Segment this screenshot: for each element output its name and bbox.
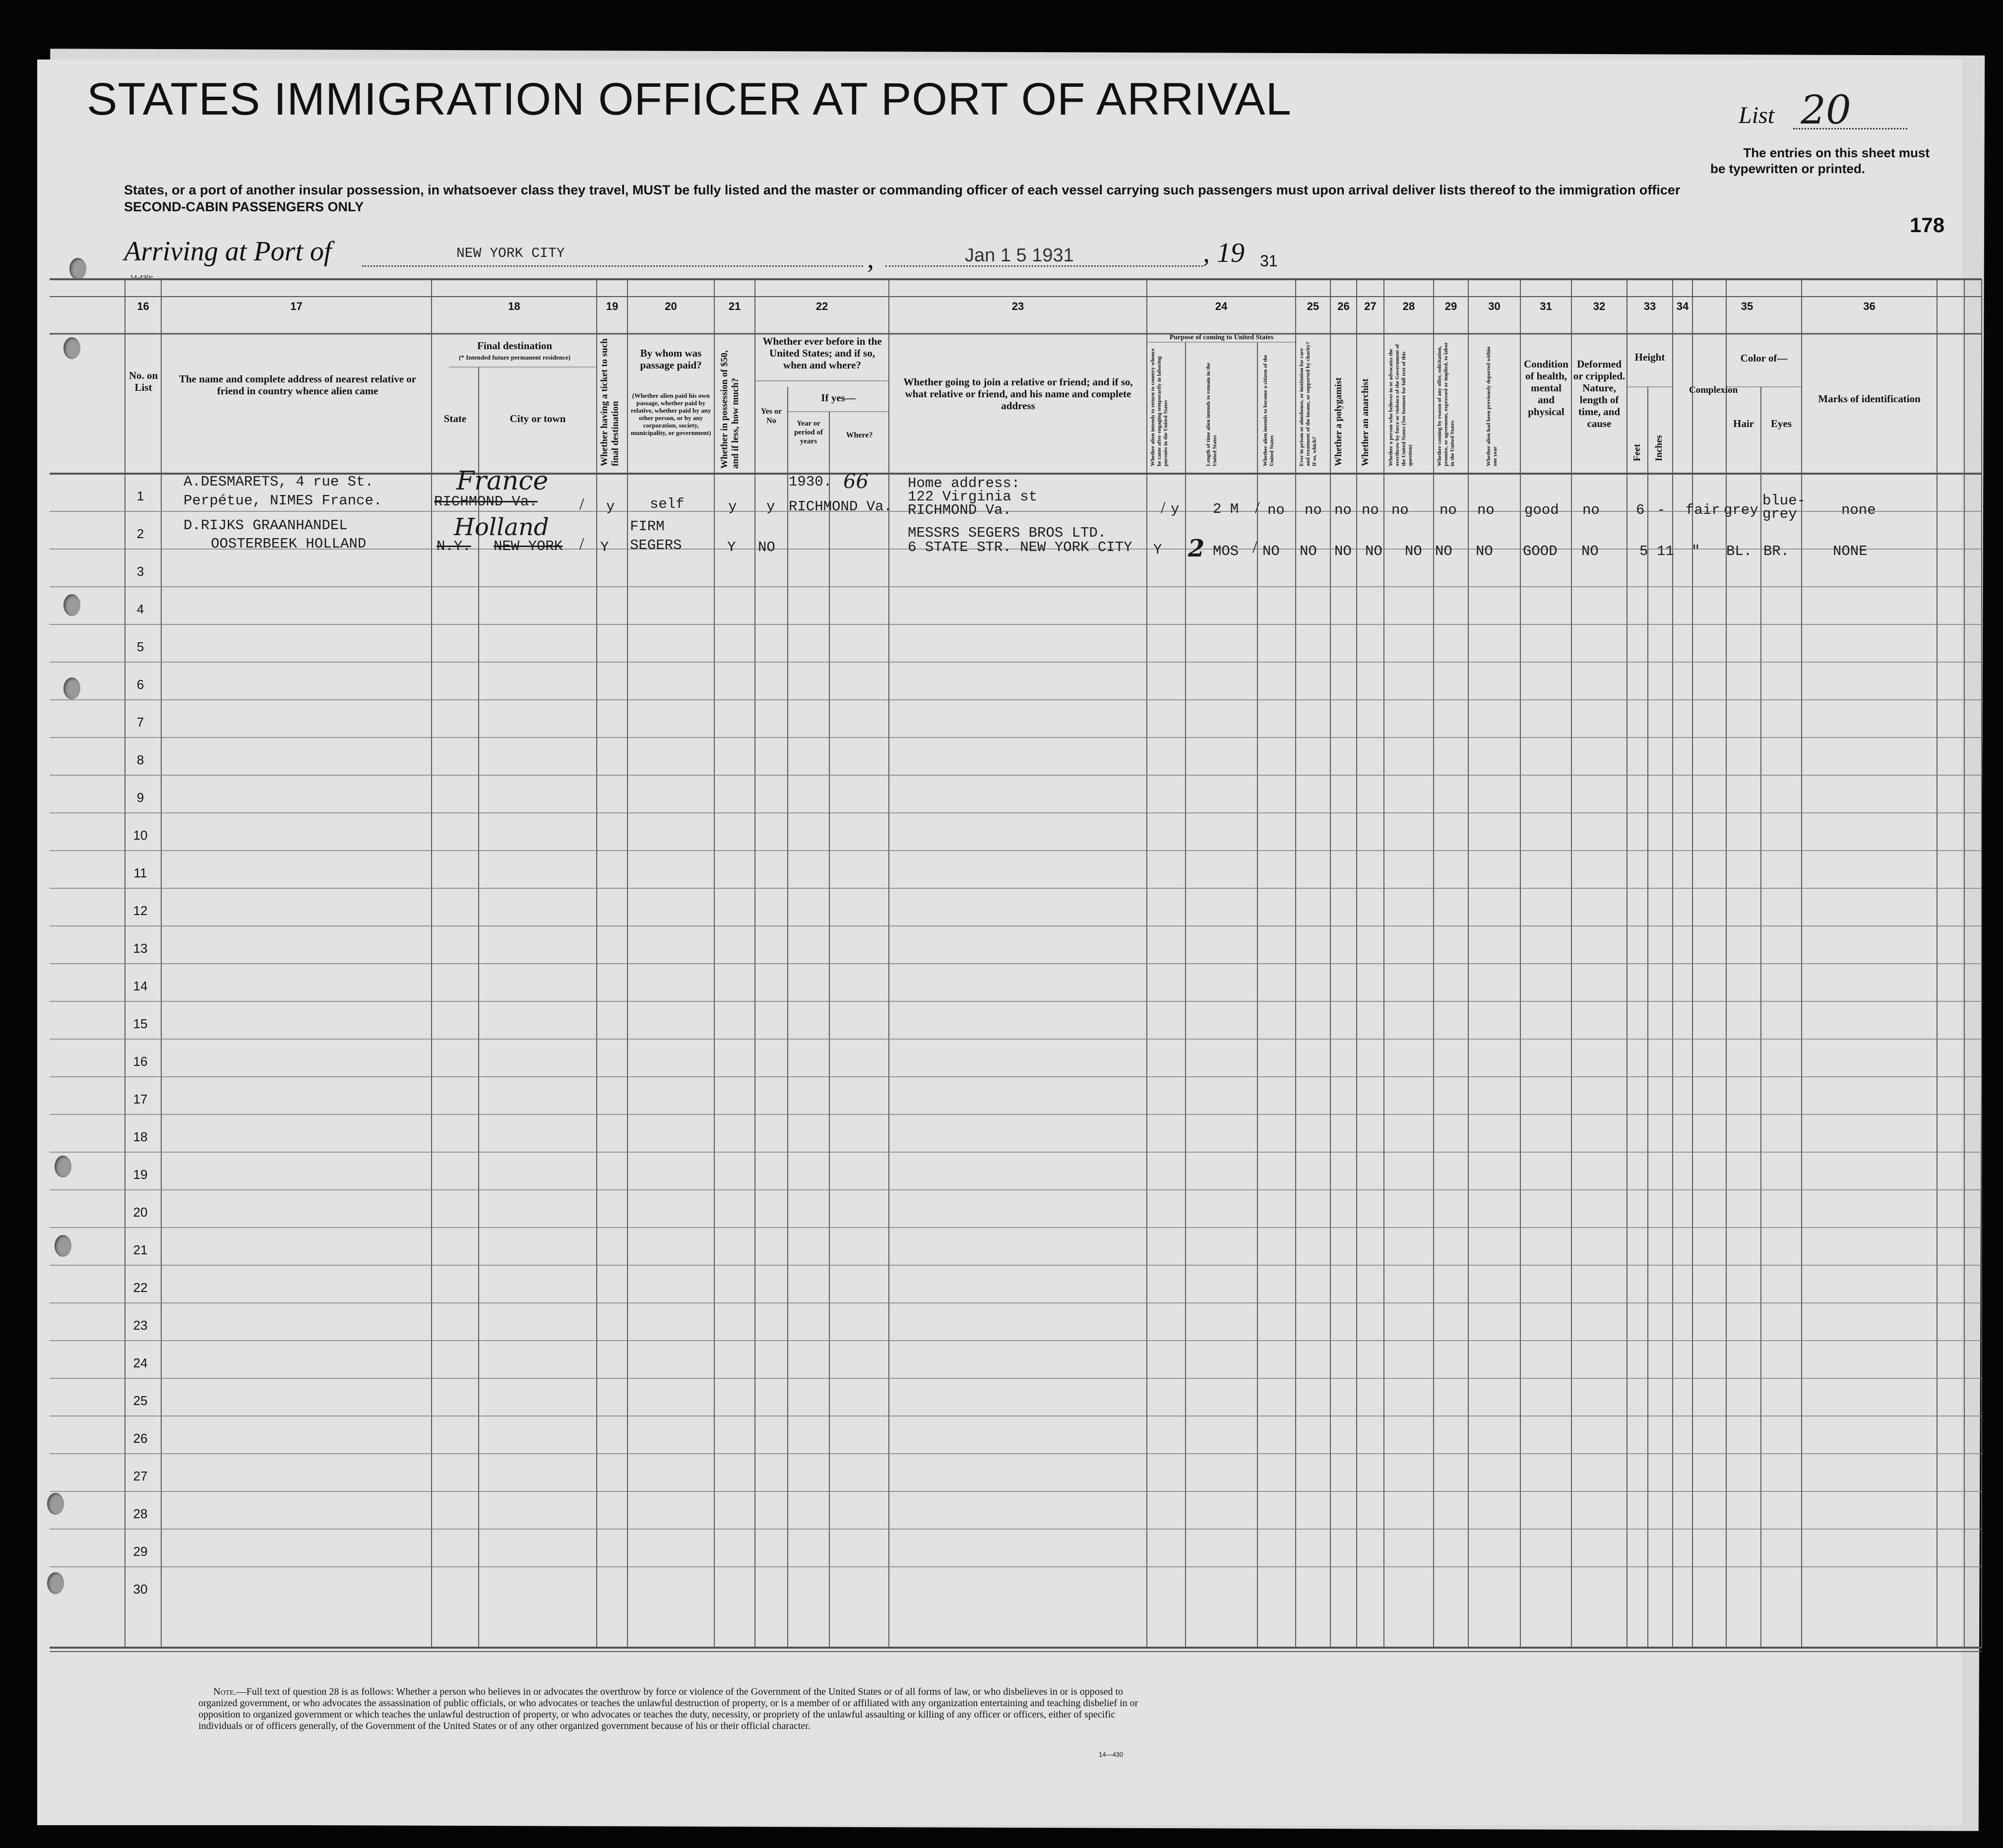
- instruction-text-2: be typewritten or printed.: [1710, 161, 1865, 176]
- r2-polygamist: NO: [1334, 543, 1352, 559]
- r1-anarchist: no: [1362, 502, 1379, 518]
- row-number: 17: [133, 1092, 148, 1107]
- header-join-relative: Whether going to join a relative or friend; and if so, what relative or friend, and his name and complete address: [903, 376, 1133, 412]
- col-number-26: 26: [1337, 300, 1350, 312]
- header-nearest-relative: The name and complete address of nearest relative or friend in country whence alien came: [179, 373, 417, 397]
- header-complexion: Complexion: [1689, 385, 1738, 395]
- header-length-stay: Length of time alien intends to remain in the United States: [1205, 363, 1218, 466]
- r2-length-handwritten: 2: [1188, 535, 1205, 562]
- r2-complexion: ": [1691, 543, 1700, 559]
- r1-destination-typed: RICHMOND Va.: [434, 493, 538, 510]
- header-final-destination: Final destination: [477, 340, 553, 352]
- r1-relative-line1: A.DESMARETS, 4 rue St.: [184, 474, 374, 490]
- r2-overthrow: NO: [1405, 543, 1422, 559]
- col-number-34: 34: [1676, 300, 1689, 312]
- header-prison: Ever in prison or almshouse, or institution for care and treatment of the insane, or supported by charity? If so, which?: [1299, 341, 1317, 466]
- col-number-18: 18: [508, 300, 520, 312]
- header-purpose: Purpose of coming to United States: [1169, 334, 1274, 341]
- r1-destination-handwritten: France: [456, 466, 549, 496]
- col-number-36: 36: [1863, 300, 1876, 312]
- header-final-destination-note: (* Intended future permanent residence): [459, 354, 570, 361]
- r1-deformed: no: [1582, 502, 1600, 518]
- row-number: 30: [133, 1582, 148, 1597]
- year-suffix: 31: [1260, 252, 1278, 270]
- row-number: 18: [133, 1129, 148, 1144]
- r1-hair: grey: [1724, 502, 1758, 518]
- second-cabin-label: SECOND-CABIN PASSENGERS ONLY: [124, 199, 364, 214]
- r1-ticket: y: [606, 498, 615, 515]
- row-number: 9: [136, 790, 144, 805]
- r1-polygamist: no: [1334, 502, 1352, 518]
- col-number-30: 30: [1488, 300, 1501, 312]
- col-number-33: 33: [1643, 300, 1656, 312]
- form-title: STATES IMMIGRATION OFFICER AT PORT OF ARRIVAL: [87, 74, 1292, 124]
- r1-citizen-mark: /: [1255, 498, 1260, 517]
- row-number: 23: [133, 1318, 148, 1333]
- r1-overthrow: no: [1391, 502, 1409, 518]
- row-number: 13: [133, 941, 148, 956]
- r2-destination-handwritten: Holland: [454, 513, 549, 541]
- row-number: 14: [133, 979, 148, 993]
- header-if-yes: If yes—: [821, 392, 856, 404]
- instruction-text-1: The entries on this sheet must: [1743, 145, 1930, 160]
- comma: ,: [867, 244, 874, 274]
- r1-return-mark: /: [1161, 498, 1166, 517]
- header-before-in-us: Whether ever before in the United States; and if so, when and where?: [762, 335, 882, 371]
- r1-before-where: RICHMOND Va.: [789, 498, 892, 515]
- header-become-citizen: Whether alien intends to become a citizen of the United States: [1262, 355, 1275, 466]
- header-money: Whether in possession of $50, and if less, how much?: [719, 350, 741, 469]
- row-number: 2: [136, 526, 144, 541]
- row-number: 10: [133, 828, 148, 843]
- r1-eyes-line1: blue-: [1762, 493, 1806, 509]
- form-code: 14-430c: [130, 274, 153, 281]
- r1-relative-line2: Perpétue, NIMES France.: [184, 493, 382, 509]
- row-number: 19: [133, 1167, 148, 1182]
- footnote-code: 14—430: [1099, 1751, 1124, 1758]
- r1-prison: no: [1305, 502, 1322, 518]
- r1-before: y: [766, 498, 775, 515]
- header-inches: Inches: [1654, 435, 1664, 461]
- footnote-label: Note.: [213, 1686, 237, 1697]
- r2-prison: NO: [1300, 543, 1317, 559]
- col-number-20: 20: [665, 300, 677, 312]
- r1-join-line3: RICHMOND Va.: [908, 502, 1011, 518]
- header-overthrow: Whether a person who believes in or advocates the overthrow by force or violence of the Government of the United States (See footnote for full text of this question): [1388, 344, 1413, 466]
- r2-deformed: NO: [1581, 543, 1599, 559]
- r2-ticket-mark: /: [579, 535, 584, 553]
- r1-complexion: fair: [1686, 502, 1720, 518]
- col-number-21: 21: [728, 300, 741, 312]
- r2-deported: NO: [1476, 543, 1493, 559]
- header-intends-return: Whether alien intends to return to country whence he came after engaging temporarily in laboring pursuits in the United States: [1150, 348, 1169, 466]
- r2-hair: BL.: [1726, 543, 1753, 559]
- arriving-label: Arriving at Port of: [124, 236, 332, 267]
- row-number: 11: [133, 865, 147, 880]
- r2-citizen-mark: /: [1252, 538, 1257, 556]
- date-stamp: Jan 1 5 1931: [965, 245, 1074, 266]
- header-city: City or town: [509, 413, 566, 425]
- col-number-27: 27: [1364, 300, 1377, 312]
- r1-length: 2 M: [1213, 501, 1239, 517]
- row-number: 16: [133, 1054, 148, 1069]
- r1-feet: 6: [1636, 502, 1645, 518]
- col-number-28: 28: [1402, 300, 1415, 312]
- r1-deported: no: [1477, 502, 1495, 518]
- header-yes-no: Yes or No: [760, 407, 782, 425]
- r2-citizen: NO: [1262, 543, 1280, 559]
- row-number: 6: [136, 677, 144, 692]
- form-subtitle: States, or a port of another insular possession, in whatsoever class they travel, MUST be fully listed and the master or commanding officer of each vessel carrying such passengers must upon arrival deliver lists thereof to the immigration officer: [124, 183, 1681, 197]
- row-number: 21: [133, 1242, 148, 1257]
- header-offer-labor: Whether coming by reason of any offer, solicitation, promise, or agreement, expressed or implied, to labor in the United States: [1437, 342, 1455, 466]
- header-health: Condition of health, mental and physical: [1524, 358, 1568, 418]
- r2-relative-line2: OOSTERBEEK HOLLAND: [211, 536, 367, 552]
- col-number-25: 25: [1307, 300, 1319, 312]
- r2-inches: 11: [1657, 543, 1674, 559]
- r1-paid-by: self: [650, 496, 685, 512]
- page-number: 178: [1910, 213, 1945, 237]
- row-number: 15: [133, 1016, 148, 1031]
- header-year: Year or period of years: [794, 420, 823, 445]
- header-marks: Marks of identification: [1818, 393, 1921, 405]
- header-deported: Whether alien had been previously deported within one year: [1486, 346, 1498, 466]
- header-state: State: [443, 413, 467, 425]
- list-number: 20: [1801, 87, 1851, 133]
- row-number: 28: [133, 1506, 148, 1521]
- r2-feet: 5: [1639, 543, 1648, 559]
- header-color-of: Color of—: [1740, 352, 1788, 364]
- row-number: 20: [133, 1205, 148, 1220]
- header-passage-paid-note: (Whether alien paid his own passage, whether paid by relative, whether paid by any other person, or by any corporation, society, municipality, or government): [630, 392, 711, 436]
- row-number: 5: [136, 639, 144, 654]
- r1-money: y: [728, 498, 737, 515]
- r1-labor: no: [1440, 502, 1457, 518]
- r2-state: N.Y.: [437, 538, 471, 554]
- r2-return: Y: [1153, 542, 1162, 558]
- r1-join-line2: 122 Virginia st: [908, 489, 1038, 505]
- r2-ticket: Y: [600, 539, 609, 555]
- header-ticket: Whether having a ticket to such final destination: [599, 338, 621, 466]
- header-where: Where?: [846, 431, 873, 439]
- r2-health: GOOD: [1523, 543, 1558, 559]
- header-no-on-list: No. on List: [128, 370, 158, 393]
- header-passage-paid: By whom was passage paid?: [640, 347, 702, 371]
- col-number-23: 23: [1011, 300, 1024, 312]
- r2-before: NO: [758, 539, 775, 555]
- col-number-29: 29: [1444, 300, 1457, 312]
- col-number-19: 19: [606, 300, 619, 312]
- r2-join-line1: MESSRS SEGERS BROS LTD.: [908, 525, 1107, 541]
- r2-eyes: BR.: [1763, 543, 1790, 559]
- col-number-31: 31: [1540, 300, 1552, 312]
- row-number: 12: [133, 903, 148, 918]
- r1-before-handwritten: 66: [843, 470, 869, 493]
- row-number: 24: [133, 1355, 148, 1370]
- r2-join-line2: 6 STATE STR. NEW YORK CITY: [908, 539, 1132, 555]
- header-deformed: Deformed or crippled. Nature, length of time, and cause: [1573, 358, 1626, 430]
- row-number: 7: [136, 715, 144, 730]
- r1-health: good: [1524, 502, 1559, 518]
- row-number: 4: [136, 602, 144, 616]
- r2-paid-line2: SEGERS: [630, 537, 682, 554]
- header-polygamist: Whether a polygamist: [1333, 377, 1344, 466]
- header-feet: Feet: [1632, 444, 1642, 461]
- col-number-35: 35: [1741, 300, 1753, 312]
- r1-join-line1: Home address:: [908, 475, 1020, 492]
- header-hair: Hair: [1733, 418, 1754, 430]
- list-label: List: [1739, 102, 1775, 128]
- row-number: 27: [133, 1469, 148, 1483]
- r2-money: Y: [727, 539, 736, 555]
- r1-eyes-line2: grey: [1762, 506, 1797, 522]
- header-anarchist: Whether an anarchist: [1360, 378, 1371, 466]
- row-number: 8: [136, 752, 144, 767]
- r1-before-year: 1930.: [789, 474, 832, 490]
- footnote-text: —Full text of question 28 is as follows: Whether a person who believes in or advocates the overthrow by force or violence of the Government of the United States or of all forms of law, or who disbelieves in or is opposed to organized government, or who advocates the assassination of public officials, or who advocates or teaches the unlawful destruction of property, or is a member of or affiliated with any organization entertaining and teaching disbelief in or opposition to organized government or which teaches the unlawful destruction of property, or who advocates or teaches the duty, necessity, or propriety of the unlawful assaulting or killing of any officer or officers, either of specific individuals or of officers generally, of the Government of the United States or of any other organized government because of his or their official character.: [198, 1686, 1138, 1731]
- header-height: Height: [1634, 351, 1665, 363]
- r2-relative-line1: D.RIJKS GRAANHANDEL: [184, 517, 348, 534]
- r2-paid-line1: FIRM: [630, 518, 665, 535]
- row-number: 25: [133, 1393, 148, 1408]
- footnote: [198, 1686, 1156, 1732]
- r1-citizen: no: [1267, 502, 1285, 518]
- row-number: 22: [133, 1280, 148, 1295]
- row-number: 3: [136, 564, 144, 579]
- r1-return: y: [1171, 501, 1180, 517]
- r2-anarchist: NO: [1365, 543, 1382, 559]
- r2-length: MOS: [1213, 543, 1239, 559]
- r1-marks: none: [1841, 502, 1876, 518]
- r1-ticket-mark: /: [579, 495, 584, 513]
- port-value: NEW YORK CITY: [456, 246, 565, 261]
- row-number: 1: [136, 489, 144, 503]
- r2-labor: NO: [1435, 543, 1452, 559]
- col-number-32: 32: [1593, 300, 1606, 312]
- year-prefix: , 19: [1203, 238, 1245, 268]
- row-number: 26: [133, 1431, 148, 1446]
- r2-city: NEW YORK: [494, 538, 563, 554]
- col-number-16: 16: [137, 300, 149, 312]
- col-number-17: 17: [290, 300, 303, 312]
- row-number: 29: [133, 1544, 148, 1559]
- col-number-24: 24: [1215, 300, 1228, 312]
- col-number-22: 22: [815, 300, 828, 312]
- r1-inches: -: [1657, 502, 1666, 518]
- header-eyes: Eyes: [1771, 418, 1792, 430]
- r2-marks: NONE: [1833, 543, 1868, 559]
